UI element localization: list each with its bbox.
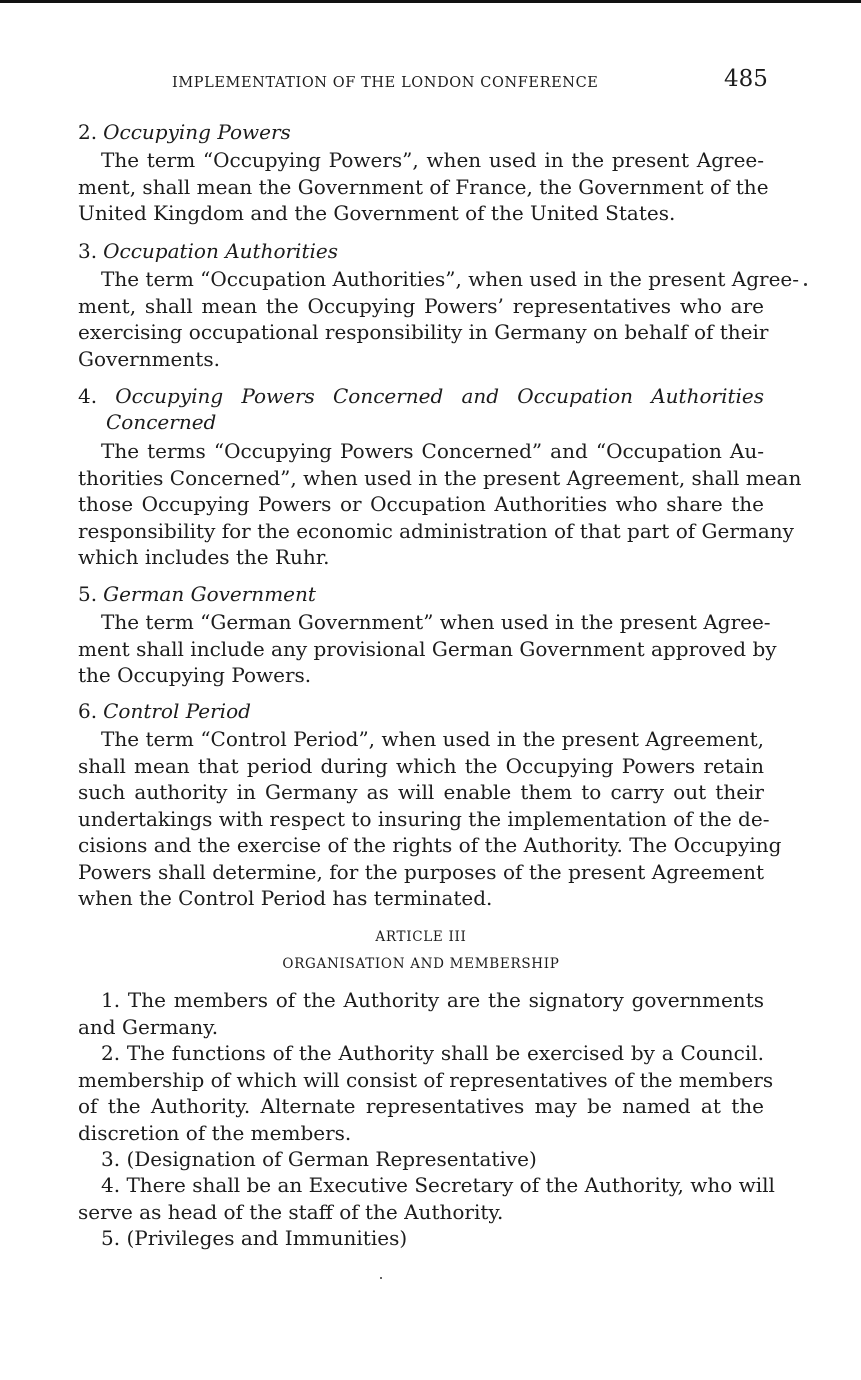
definition-3-heading: [78, 238, 764, 264]
body-line: The term “Occupation Authorities”, when used in the present Agree-: [101, 267, 799, 291]
definition-title: Occupation Authorities: [103, 239, 338, 263]
body-line: undertakings with respect to insuring the implementation of the de-: [78, 806, 770, 831]
body-line: 2. The functions of the Authority shall be exercised by a Council.: [101, 1041, 764, 1065]
definition-number: 6.: [78, 699, 98, 723]
body-line: and Germany.: [78, 1014, 219, 1039]
body-line: United Kingdom and the Government of the United States.: [78, 201, 676, 225]
article-paragraph-5: [78, 1225, 764, 1252]
definition-2-body: [78, 147, 769, 227]
body-line: The term “Control Period”, when used in the present Agreement,: [101, 727, 764, 751]
page-number: 485: [724, 66, 768, 92]
body-line: ment, shall mean the Government of France, the Government of the: [78, 174, 769, 199]
body-line: 5. (Privileges and Immunities): [101, 1226, 408, 1250]
body-line: thorities Concerned”, when used in the present Agreement, shall mean: [78, 465, 802, 490]
definition-title: German Government: [103, 582, 316, 606]
definition-2-heading: [78, 119, 764, 145]
definition-6-body: [78, 726, 782, 912]
body-line: which includes the Ruhr.: [78, 545, 330, 569]
scan-speck: [380, 1277, 382, 1279]
body-line: ment, shall mean the Occupying Powers’ representatives who are: [78, 293, 764, 318]
body-line: the Occupying Powers.: [78, 663, 312, 687]
definition-title-line-2: Concerned: [106, 410, 217, 434]
body-line: Governments.: [78, 346, 220, 371]
body-line: membership of which will consist of representatives of the members: [78, 1067, 774, 1092]
body-line: 3. (Designation of German Representative): [101, 1147, 537, 1171]
body-line: Powers shall determine, for the purposes of the present Agreement: [78, 859, 764, 884]
top-edge-rule: [0, 0, 861, 3]
definition-number: 2.: [78, 120, 98, 144]
article-subtitle: ORGANISATION AND MEMBERSHIP: [282, 956, 560, 972]
body-line: cisions and the exercise of the rights of the Authority. The Occupying: [78, 833, 782, 857]
article-paragraph-2: [78, 1040, 774, 1146]
body-line: ment shall include any provisional German Government approved by: [78, 636, 777, 661]
article-paragraph-3: [78, 1146, 764, 1173]
body-line: serve as head of the staff of the Authority.: [78, 1199, 504, 1224]
body-line: The term “Occupying Powers”, when used in the present Agree-: [101, 148, 764, 172]
body-line: shall mean that period during which the Occupying Powers retain: [78, 753, 764, 778]
definition-title-line-1: [78, 383, 764, 409]
definition-4-body: [78, 438, 802, 571]
definition-6-heading: [78, 698, 764, 724]
article-paragraph-4: [78, 1172, 775, 1225]
body-line: such authority in Germany as will enable them to carry out their: [78, 780, 764, 804]
body-line: when the Control Period has terminated.: [78, 886, 493, 910]
article-label: ARTICLE III: [375, 929, 467, 945]
body-line: responsibility for the economic administration of that part of Germany: [78, 518, 794, 543]
definition-title: Occupying Powers: [103, 120, 291, 144]
definition-number: 4.: [78, 384, 98, 408]
definition-title: Control Period: [103, 699, 251, 723]
definition-4-heading: [78, 383, 764, 435]
body-line: The terms “Occupying Powers Concerned” and “Occupation Au-: [101, 439, 764, 463]
scan-speck: [804, 283, 807, 286]
article-paragraph-1: [78, 987, 764, 1040]
definition-3-body: [78, 266, 799, 372]
definition-5-heading: [78, 581, 764, 607]
body-line: of the Authority. Alternate representatives may be named at the: [78, 1094, 764, 1118]
body-line: discretion of the members.: [78, 1120, 352, 1145]
body-line: 4. There shall be an Executive Secretary of the Authority, who will: [101, 1173, 775, 1197]
body-line: 1. The members of the Authority are the signatory governments: [101, 988, 764, 1012]
definition-5-body: [78, 609, 777, 689]
definition-number: 3.: [78, 239, 98, 263]
body-line: those Occupying Powers or Occupation Authorities who share the: [78, 492, 764, 516]
definition-number: 5.: [78, 582, 98, 606]
definition-title: Occupying Powers Concerned and Occupation Authorities: [115, 384, 764, 408]
body-line: exercising occupational responsibility in Germany on behalf of their: [78, 320, 769, 344]
running-title: IMPLEMENTATION OF THE LONDON CONFERENCE: [172, 75, 599, 91]
body-line: The term “German Government” when used in the present Agree-: [101, 610, 771, 634]
